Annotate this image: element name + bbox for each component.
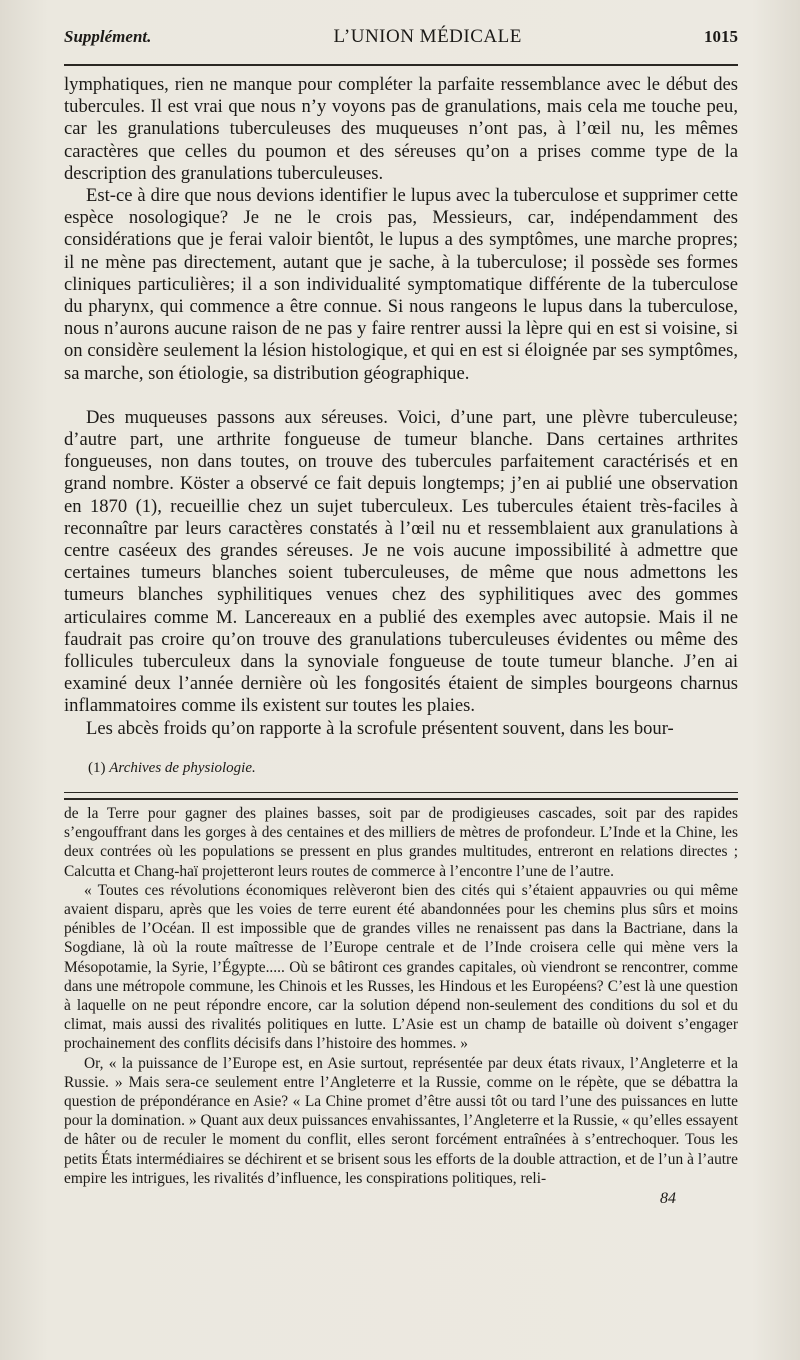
journal-title: L’UNION MÉDICALE [333, 26, 522, 47]
feuilleton [64, 804, 738, 1208]
footnote [64, 758, 738, 778]
page-header [64, 26, 738, 66]
feuilleton-paragraph: « Toutes ces révolutions économiques relèveront bien des cités qui s’étaient appauvries ou qui même avaient disparu, après que les voies de terre eurent été abandonnées pour les chemins plus sûrs et moins pénibles de l’Océan. Il est impossible que de grandes villes ne renaissent pas dans la Bactriane, dans la Sogdiane, là où la route maîtresse de l’Europe centrale et de l’Inde croisera celle qui mène vers la Mésopotamie, la Syrie, l’Égypte..... Où se bâtiront ces grandes capitales, où viendront se rencontrer, comme dans une métropole commune, les Chinois et les Russes, les Hindous et les Européens? C’est là une question à laquelle on ne peut répondre encore, car la solution dépend non-seulement des conditions du sol et du climat, mais aussi des rivalités politiques en lutte. L’Asie est un champ de bataille où doivent s’engager prochainement des conflits décisifs dans l’histoire des hommes. » [64, 881, 738, 1053]
running-section: Supplément. [64, 27, 152, 46]
article-paragraph: lymphatiques, rien ne manque pour compléter la parfaite ressemblance avec le début des tubercules. Il est vrai que nous n’y voyons pas de granulations, mais cela me touche peu, car les granulations tuberculeuses des muqueuses n’ont pas, à l’œil nu, les mêmes caractères que celles du poumon et des séreuses qu’on a prises comme type de la description des granulations tuberculeuses. [64, 74, 738, 184]
signature-mark: 84 [660, 1189, 676, 1207]
article-paragraph: Des muqueuses passons aux séreuses. Voici, d’une part, une plèvre tuberculeuse; d’autre part, une arthrite fongueuse de tumeur blanche. Dans certaines arthrites fongueuses, non dans toutes, on trouve des tubercules parfaitement caractérisés et en grand nombre. Köster a observé ce fait depuis longtemps; j’en ai publié une observation en 1870 (1), recueillie chez un sujet tuberculeux. Les tubercules étaient très-faciles à reconnaître par leurs caractères constatés à l’œil nu et ressemblaient aux granulations à centre caséeux des grandes séreuses. Je ne vois aucune impossibilité à admettre que certaines tumeurs blanches soient tuberculeuses, de même que nous admettons les tumeurs blanches syphilitiques venues chez des syphilitiques avec des gommes articulaires comme M. Lancereaux en a publié des exemples avec autopsie. Mais il ne faudrait pas croire qu’on trouve des granulations tuberculeuses évidentes ou même des follicules tuberculeux dans la synoviale fongueuse de toute tumeur blanche. J’en ai examiné deux l’année dernière où les fongosités étaient de simples bourgeons charnus inflammatoires comme ils existent sur toutes les plaies. [64, 406, 738, 717]
footnote-marker: (1) [88, 759, 106, 776]
footnote-text: Archives de physiologie. [109, 759, 256, 776]
feuilleton-paragraph: de la Terre pour gagner des plaines basses, soit par de prodigieuses cascades, soit par des rapides s’engouffrant dans les gorges à des centaines et des milliers de mètres de profondeur. L’Inde et la Chine, les deux contrées où les populations se pressent en plus grandes multitudes, entreront en relations directes ; Calcutta et Chang-haï projetteront leurs routes de commerce à l’encontre l’une de l’autre. [64, 804, 738, 880]
article-paragraph: Les abcès froids qu’on rapporte à la scrofule présentent souvent, dans les bour- [86, 717, 674, 739]
page-number: 1015 [704, 27, 738, 46]
article-body [64, 74, 738, 740]
feuilleton-paragraph: Or, « la puissance de l’Europe est, en Asie surtout, représentée par deux états rivaux, l’Angleterre et la Russie. » Mais sera-ce seulement entre l’Angleterre et la Russie, comme on le répète, que se débattra la question de prépondérance en Asie? « La Chine promet d’être aussi tôt ou tard l’une des puissances en lutte pour la domination. » Quant aux deux puissances envahissantes, l’Angleterre et la Russie, « qu’elles essayent de hâter ou de reculer le moment du conflit, elles seront forcément entraînées à s’entrechoquer. Tous les petits États intermédiaires se déchirent et se brisent sous les efforts de la double attraction, et de l’un à l’autre empire les intrigues, les rivalités d’influence, les conspirations politiques, reli- [64, 1054, 738, 1187]
article-paragraph: Est-ce à dire que nous devions identifier le lupus avec la tuberculose et supprimer cette espèce nosologique? Je ne le crois pas, Messieurs, car, indépendamment des considérations que je ferai valoir bientôt, le lupus a des symptômes, une marche propres; il ne mène pas directement, autant que je sache, à la tuberculose; il possède ses formes cliniques particulières; il a son individualité symptomatique différente de la tuberculose du pharynx, qui commence a être connue. Si nous rangeons le lupus dans la tuberculose, nous n’aurons aucune raison de ne pas y faire rentrer aussi la lèpre qui en est si voisine, si on considère seulement la lésion histologique, et qui en est si éloignée par ses symptômes, sa marche, son étiologie, sa distribution géographique. [64, 185, 738, 384]
feuilleton-divider [64, 792, 738, 800]
